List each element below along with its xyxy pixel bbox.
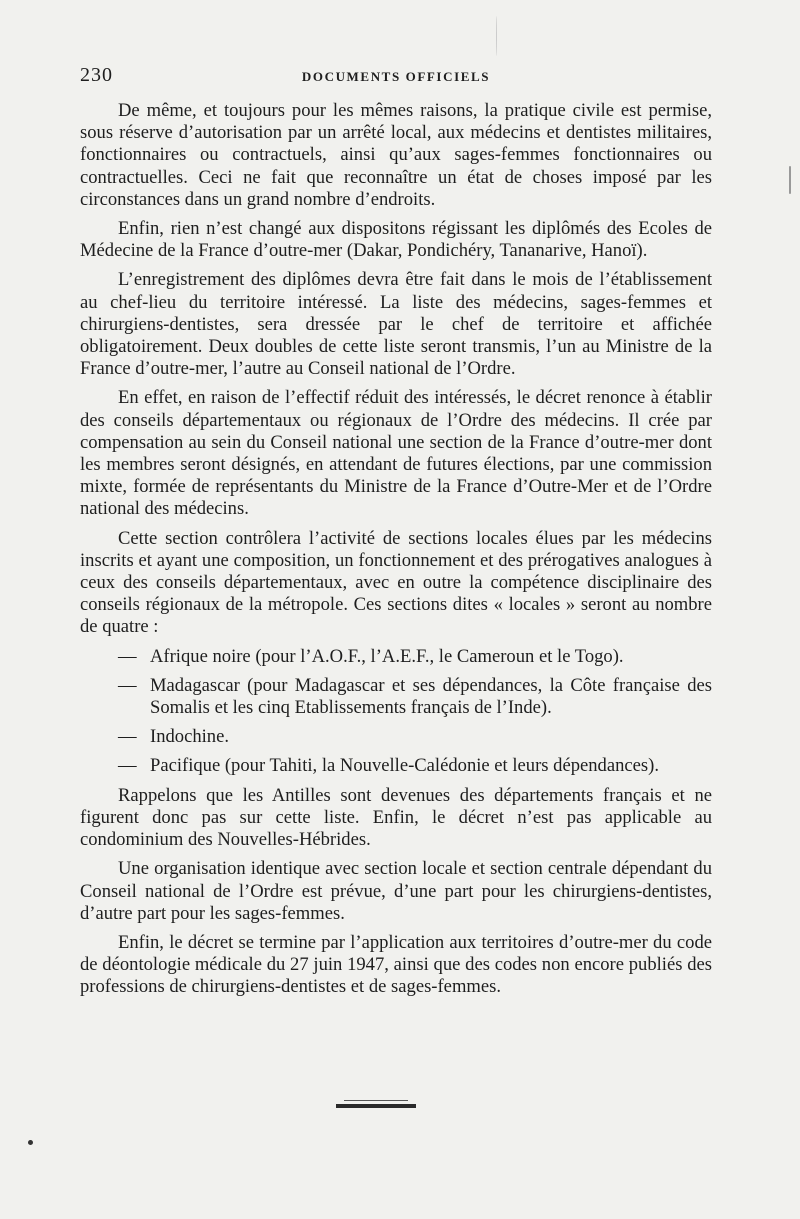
dash-marker: — [118,645,137,667]
list-item-text: Pacifique (pour Tahiti, la Nouvelle-Calédonie et leurs dépendances). [150,755,659,777]
list-item [80,726,712,748]
paragraph: Cette section contrôlera l’activité de sections locales élues par les médecins inscrits et ayant une composition, un fonctionnement et des prérogatives analogues à ceux des conseils départementaux, avec en outre la compétence disciplinaire des conseils régionaux de la métropole. Ces sections dites « locales » seront au nombre de quatre : [80,527,712,638]
paragraph: En effet, en raison de l’effectif réduit des intéressés, le décret renonce à établir des conseils départementaux ou régionaux de l’Ordre des médecins. Il crée par compensation au sein du Conseil national une section de la France d’outre-mer dont les membres seront désignés, en attendant de futures élections, par une commission mixte, formée de représentants du Ministre de la France d’Outre-Mer et de l’Ordre national des médecins. [80,387,712,520]
margin-dot [28,1140,33,1145]
scan-mark [496,16,497,56]
scan-mark [789,166,791,194]
list-item-text: Indochine. [150,726,229,748]
paragraph: De même, et toujours pour les mêmes raisons, la pratique civile est permise, sous réserve d’autorisation par un arrêté local, aux médecins et dentistes militaires, fonctionnaires ou contractuels, ainsi qu’aux sages-femmes fonctionnaires ou contractuelles. Ceci ne fait que reconnaître un état de choses imposé par les circonstances dans un grand nombre d’endroits. [80,100,712,210]
page-number: 230 [80,64,113,86]
dash-marker: — [118,755,137,777]
list-item-text: Afrique noire (pour l’A.O.F., l’A.E.F., le Cameroun et le Togo). [150,645,624,667]
body-text [80,100,712,1006]
running-head: DOCUMENTS OFFICIELS [301,69,491,84]
list-item [80,646,712,668]
paragraph: Une organisation identique avec section locale et section centrale dépendant du Conseil national de l’Ordre est prévue, d’une part pour les chirurgiens-dentistes, d’autre part pour les sages-femmes. [80,858,712,924]
paragraph: L’enregistrement des diplômes devra être fait dans le mois de l’établissement au chef-lieu du territoire intéressé. La liste des médecins, sages-femmes et chirurgiens-dentistes, sera dressée par le chef de territoire et affichée obligatoirement. Deux doubles de cette liste seront transmis, l’un au Ministre de la France d’outre-mer, l’autre au Conseil national de l’Ordre. [80,269,712,380]
end-rule-thin [344,1100,408,1101]
page-header [80,64,712,88]
dash-marker: — [118,674,137,696]
list-item [80,675,712,719]
paragraph: Enfin, le décret se termine par l’application aux territoires d’outre-mer du code de déontologie médicale du 27 juin 1947, ainsi que des codes non encore publiés des professions de chirurgiens-dentistes et de sages-femmes. [80,931,712,998]
list-item [80,755,712,777]
paragraph: Enfin, rien n’est changé aux dispositons régissant les diplômés des Ecoles de Médecine de la France d’outre-mer (Dakar, Pondichéry, Tananarive, Hanoï). [80,218,712,262]
dash-marker: — [118,726,137,748]
list-item-text: Madagascar (pour Madagascar et ses dépendances, la Côte française des Somalis et les cinq Etablissements français de l’Inde). [150,674,712,719]
end-rule [336,1104,416,1108]
paragraph: Rappelons que les Antilles sont devenues des départements français et ne figurent donc pas sur cette liste. Enfin, le décret n’est pas applicable au condominium des Nouvelles-Hébrides. [80,784,712,851]
